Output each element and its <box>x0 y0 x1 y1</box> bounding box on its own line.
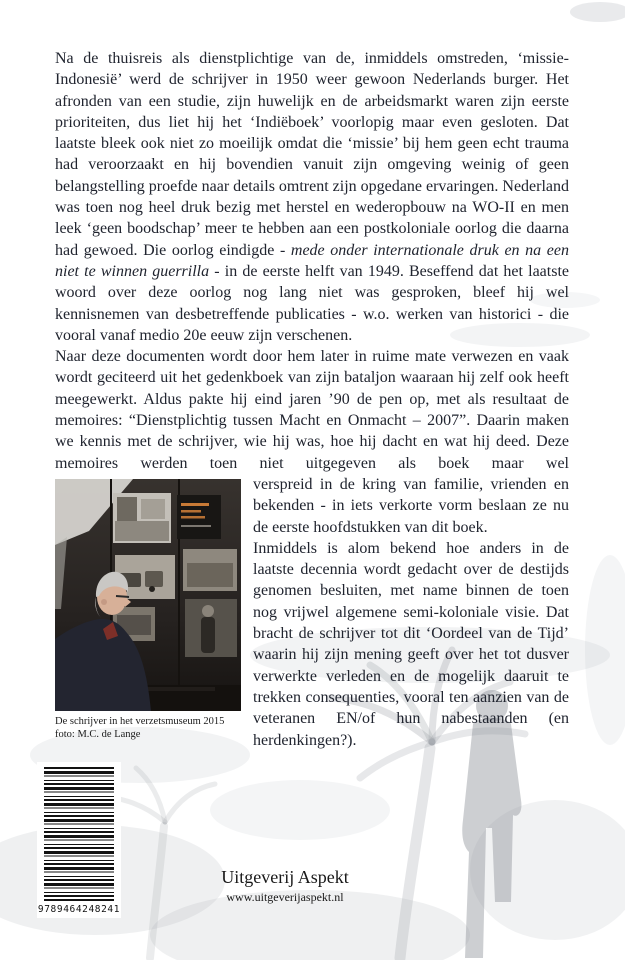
paragraph-memoires: Naar deze documenten wordt door hem later in ruime mate verwezen en vaak wordt geciteerd uit het gedenkboek van zijn bataljon waaraan hij zelf ook heeft meegewerkt. Aldus pakte hij eind jaren ’90 de pen op, met als resultaat de memoires: “Dienstplichtig tussen Macht en Onmacht – 2007”. Daarin maken we kennis met de schrijver, wie hij was, hoe hij dacht en wat hij deed. Deze memoires werden toen niet uitgegeven als boek maar wel <box>55 348 569 472</box>
publisher-website: www.uitgeverijaspekt.nl <box>226 890 344 904</box>
publisher-name: Uitgeverij Aspekt <box>221 867 349 887</box>
isbn-barcode <box>37 762 121 918</box>
photo-caption-line-1: De schrijver in het verzetsmuseum 2015 <box>55 715 225 727</box>
paragraph-oordeel: Inmiddels is alom bekend hoe anders in de laatste decennia wordt gedacht over de destijds genomen besluiten, met name binnen de toen nog vrijwel algemene semi-koloniale visie. Dat bracht de schrijver tot dit ‘Oordeel van de Tijd’ waarin hij zijn mening geeft over het tot dusver verwerkte verleden en de mogelijk daaruit te trekken consequenties, vooral ten aanzien van de veteranen EN/of hun nabestaanden (en herdenkingen?). <box>253 539 569 749</box>
paragraph-spread: verspreid in de kring van familie, vrienden en bekenden - in iets verkorte vorm beslaan ze nu de eerste hoofdstukken van dit boek. <box>253 475 569 536</box>
back-cover-text <box>55 48 569 751</box>
publisher-block <box>150 866 420 905</box>
photo-and-text-section <box>55 474 569 751</box>
photo-caption-line-2: foto: M.C. de Lange <box>55 728 141 740</box>
author-photo-figure <box>55 479 241 741</box>
paragraph-intro <box>55 48 569 346</box>
paragraph-intro-italic: mede onder internationale druk en na een niet te winnen guerrilla <box>55 241 570 280</box>
paragraph-intro-text-1: Na de thuisreis als dienstplichtige van de, inmiddels omstreden, ‘missie-Indonesië’ werd de schrijver in 1950 weer gewoon Nederlands burger. Het afronden van een studie, zijn huwelijk en de arbeidsmarkt waren zijn eerste prioriteiten, dus liet hij het ‘Indiëboek’ voorlopig maar even gesloten. Dat laatste bleek ook niet zo moeilijk omdat die ‘missie’ bij hem geen echt trauma had veroorzaakt en hij bovendien vanuit zijn omgeving weinig of geen belangstelling proefde naar details omtrent zijn opgedane ervaringen. Nederland was toen nog heel druk bezig met herstel en wederopbouw na WO-II en men leek ‘geen boodschap’ meer te hebben aan een postkoloniale oorlog die daarna had gewoed. Die oorlog eindigde - <box>55 50 570 259</box>
author-photo <box>55 479 241 711</box>
photo-caption <box>55 715 241 741</box>
paragraph-intro-text-2: - in de eerste helft van 1949. Beseffend dat het laatste woord over deze oorlog nog lang niet was gesproken, bleef hij wel kennisnemen van desbetreffende publicaties - w.o. werken van historici - die vooral vanaf medio 20e eeuw zijn verschenen. <box>55 262 569 344</box>
isbn-number: 9789464248241 <box>37 904 121 915</box>
barcode-bars <box>44 767 114 901</box>
